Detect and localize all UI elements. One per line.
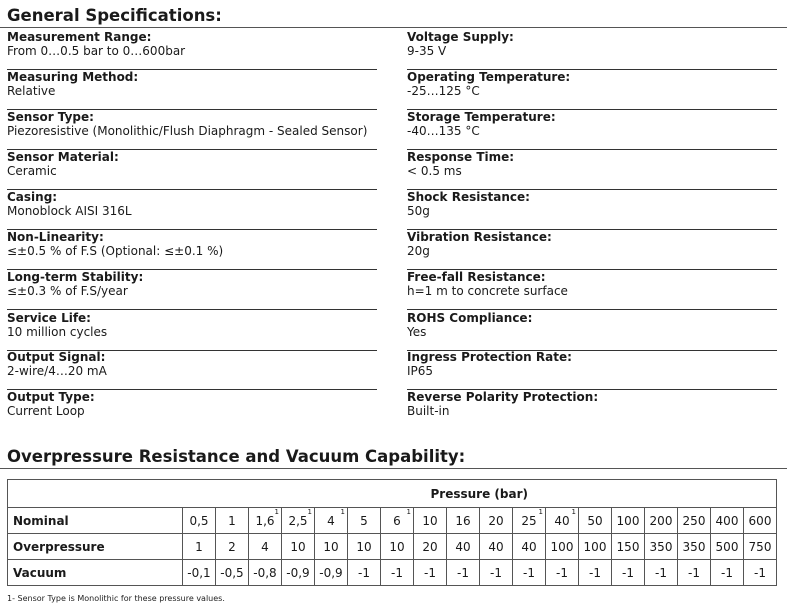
spec-item	[7, 350, 377, 390]
spec-label: Ingress Protection Rate:	[407, 350, 572, 364]
spec-value: ≤±0.5 % of F.S (Optional: ≤±0.1 %)	[7, 244, 224, 258]
table-cell	[249, 534, 282, 560]
spec-item	[7, 390, 377, 430]
cell-value: 20	[422, 539, 438, 554]
table-cell	[513, 534, 546, 560]
cell-value: -1	[688, 565, 700, 580]
spec-label: Reverse Polarity Protection:	[407, 390, 599, 404]
table-cell	[282, 508, 315, 534]
cell-value: 10	[323, 539, 339, 554]
table-cell	[216, 560, 249, 586]
spec-value: Current Loop	[7, 404, 85, 418]
spec-value: From 0…0.5 bar to 0…600bar	[7, 44, 186, 58]
spec-item	[7, 190, 377, 230]
table-cell	[315, 560, 348, 586]
table-row-overpressure	[8, 534, 777, 560]
table-cell	[348, 508, 381, 534]
spec-item	[7, 230, 377, 270]
table-row-nominal	[8, 508, 777, 534]
table-cell	[216, 508, 249, 534]
cell-value: 4	[327, 513, 335, 528]
table-header-blank	[8, 480, 183, 508]
spec-item	[7, 270, 377, 310]
cell-value: -0,1	[187, 565, 211, 580]
cell-value: 0,5	[189, 513, 209, 528]
table-cell	[183, 534, 216, 560]
spec-value: ≤±0.3 % of F.S/year	[7, 284, 128, 298]
spec-label: Operating Temperature:	[407, 70, 571, 84]
cell-value: -1	[754, 565, 766, 580]
row-label: Vacuum	[8, 560, 183, 586]
cell-value: -1	[655, 565, 667, 580]
cell-value: 400	[715, 513, 739, 528]
title-divider	[0, 27, 787, 28]
general-specifications-title: General Specifications:	[7, 6, 222, 25]
cell-value: -1	[523, 565, 535, 580]
spec-item	[407, 110, 777, 150]
table-cell	[711, 534, 744, 560]
table-cell	[579, 508, 612, 534]
spec-value: Relative	[7, 84, 56, 98]
spec-label: Storage Temperature:	[407, 110, 556, 124]
table-cell	[645, 534, 678, 560]
cell-value: -1	[721, 565, 733, 580]
spec-item	[7, 110, 377, 150]
footnote-marker: 1	[538, 508, 543, 516]
table-cell	[579, 560, 612, 586]
pressure-table	[7, 479, 777, 586]
cell-value: 16	[455, 513, 471, 528]
spec-value: -40…135 °C	[407, 124, 480, 138]
table-cell	[183, 508, 216, 534]
spec-value: IP65	[407, 364, 434, 378]
table-cell	[612, 534, 645, 560]
cell-value: 150	[616, 539, 640, 554]
spec-value: < 0.5 ms	[407, 164, 462, 178]
cell-value: 200	[649, 513, 673, 528]
spec-value: Ceramic	[7, 164, 57, 178]
spec-label: Shock Resistance:	[407, 190, 530, 204]
cell-value: 250	[682, 513, 706, 528]
spec-value: Built-in	[407, 404, 450, 418]
spec-item	[7, 311, 377, 351]
cell-value: -1	[556, 565, 568, 580]
spec-item	[407, 190, 777, 230]
cell-value: 350	[649, 539, 673, 554]
cell-value: 500	[715, 539, 739, 554]
footnote: 1- Sensor Type is Monolithic for these pressure values.	[7, 594, 225, 603]
table-cell	[744, 534, 777, 560]
table-cell	[546, 534, 579, 560]
row-label: Nominal	[8, 508, 183, 534]
table-cell	[249, 560, 282, 586]
table-cell	[414, 508, 447, 534]
spec-value: 20g	[407, 244, 430, 258]
table-cell	[678, 508, 711, 534]
footnote-marker: 1	[307, 508, 312, 516]
spec-label: Response Time:	[407, 150, 515, 164]
cell-value: 1	[195, 539, 203, 554]
table-cell	[579, 534, 612, 560]
spec-item	[407, 311, 777, 351]
spec-item	[7, 150, 377, 190]
table-cell	[480, 560, 513, 586]
overpressure-divider	[0, 468, 787, 469]
spec-value: Yes	[407, 325, 427, 339]
table-cell	[348, 560, 381, 586]
spec-label: Vibration Resistance:	[407, 230, 552, 244]
cell-value: 2,5	[288, 513, 308, 528]
cell-value: -1	[457, 565, 469, 580]
spec-value: Monoblock AISI 316L	[7, 204, 132, 218]
spec-value: h=1 m to concrete surface	[407, 284, 568, 298]
table-cell	[612, 560, 645, 586]
spec-label: Output Signal:	[7, 350, 106, 364]
spec-value: -25…125 °C	[407, 84, 480, 98]
cell-value: -1	[391, 565, 403, 580]
table-cell	[513, 560, 546, 586]
spec-item	[407, 350, 777, 390]
table-cell	[711, 560, 744, 586]
table-cell	[414, 560, 447, 586]
table-cell	[480, 508, 513, 534]
spec-item	[407, 390, 777, 430]
pressure-header: Pressure (bar)	[183, 480, 777, 508]
cell-value: 6	[393, 513, 401, 528]
cell-value: -0,9	[286, 565, 310, 580]
table-cell	[513, 508, 546, 534]
spec-label: Measurement Range:	[7, 30, 152, 44]
table-cell	[216, 534, 249, 560]
cell-value: 40	[554, 513, 570, 528]
cell-value: 10	[356, 539, 372, 554]
table-cell	[315, 508, 348, 534]
spec-item	[407, 30, 777, 70]
spec-label: Casing:	[7, 190, 58, 204]
cell-value: 40	[455, 539, 471, 554]
cell-value: -0,8	[253, 565, 277, 580]
table-cell	[282, 534, 315, 560]
overpressure-title: Overpressure Resistance and Vacuum Capability:	[7, 447, 466, 466]
spec-item	[407, 230, 777, 270]
table-cell	[249, 508, 282, 534]
spec-item	[407, 70, 777, 110]
table-cell	[711, 508, 744, 534]
cell-value: 10	[389, 539, 405, 554]
spec-label: Sensor Material:	[7, 150, 119, 164]
cell-value: 2	[228, 539, 236, 554]
cell-value: 50	[587, 513, 603, 528]
table-cell	[381, 508, 414, 534]
table-cell	[744, 560, 777, 586]
spec-value: 2-wire/4…20 mA	[7, 364, 107, 378]
table-cell	[183, 560, 216, 586]
spec-item	[407, 270, 777, 310]
spec-label: ROHS Compliance:	[407, 311, 533, 325]
table-cell	[612, 508, 645, 534]
cell-value: 20	[488, 513, 504, 528]
cell-value: 5	[360, 513, 368, 528]
table-cell	[282, 560, 315, 586]
table-cell	[381, 560, 414, 586]
spec-value: 50g	[407, 204, 430, 218]
spec-value: 9-35 V	[407, 44, 447, 58]
table-cell	[645, 560, 678, 586]
cell-value: 10	[290, 539, 306, 554]
table-cell	[678, 560, 711, 586]
spec-label: Service Life:	[7, 311, 91, 325]
cell-value: 600	[748, 513, 772, 528]
cell-value: 25	[521, 513, 537, 528]
cell-value: -1	[424, 565, 436, 580]
cell-value: -0,5	[220, 565, 244, 580]
cell-value: 1,6	[255, 513, 275, 528]
table-cell	[414, 534, 447, 560]
cell-value: 10	[422, 513, 438, 528]
table-cell	[546, 560, 579, 586]
table-cell	[480, 534, 513, 560]
table-cell	[546, 508, 579, 534]
spec-label: Voltage Supply:	[407, 30, 514, 44]
cell-value: 350	[682, 539, 706, 554]
cell-value: 750	[748, 539, 772, 554]
spec-label: Free-fall Resistance:	[407, 270, 546, 284]
cell-value: 100	[616, 513, 640, 528]
row-label: Overpressure	[8, 534, 183, 560]
table-cell	[678, 534, 711, 560]
spec-label: Sensor Type:	[7, 110, 94, 124]
cell-value: -1	[490, 565, 502, 580]
spec-item	[7, 70, 377, 110]
table-row-vacuum	[8, 560, 777, 586]
spec-label: Non-Linearity:	[7, 230, 104, 244]
table-cell	[315, 534, 348, 560]
table-cell	[348, 534, 381, 560]
cell-value: 40	[521, 539, 537, 554]
spec-label: Long-term Stability:	[7, 270, 144, 284]
cell-value: 4	[261, 539, 269, 554]
table-cell	[645, 508, 678, 534]
table-cell	[381, 534, 414, 560]
cell-value: 1	[228, 513, 236, 528]
table-cell	[447, 534, 480, 560]
cell-value: -1	[358, 565, 370, 580]
table-cell	[744, 508, 777, 534]
spec-item	[407, 150, 777, 190]
spec-label: Output Type:	[7, 390, 95, 404]
spec-value: Piezoresistive (Monolithic/Flush Diaphragm - Sealed Sensor)	[7, 124, 368, 138]
footnote-marker: 1	[571, 508, 576, 516]
spec-label: Measuring Method:	[7, 70, 139, 84]
footnote-marker: 1	[340, 508, 345, 516]
cell-value: -0,9	[319, 565, 343, 580]
cell-value: 100	[550, 539, 574, 554]
cell-value: 40	[488, 539, 504, 554]
table-cell	[447, 560, 480, 586]
cell-value: 100	[583, 539, 607, 554]
table-cell	[447, 508, 480, 534]
spec-value: 10 million cycles	[7, 325, 108, 339]
footnote-marker: 1	[406, 508, 411, 516]
cell-value: -1	[622, 565, 634, 580]
spec-item	[7, 30, 377, 70]
cell-value: -1	[589, 565, 601, 580]
footnote-marker: 1	[274, 508, 279, 516]
